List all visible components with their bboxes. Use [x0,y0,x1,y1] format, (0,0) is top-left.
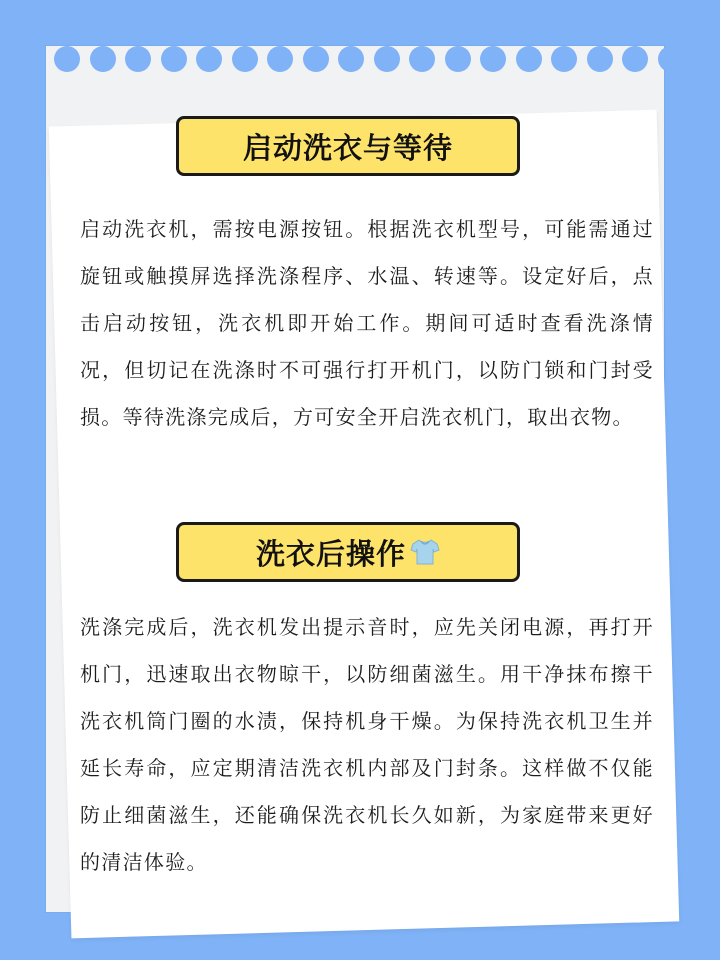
t-shirt-icon [410,538,440,566]
notebook-hole [125,46,151,72]
notebook-hole [516,46,542,72]
notebook-hole [54,46,80,72]
section-heading-text: 启动洗衣与等待 [242,130,453,165]
section-body-after-washing: 洗涤完成后，洗衣机发出提示音时，应先关闭电源，再打开机门，迅速取出衣物晾干，以防细菌滋生。用干净抹布擦干洗衣机筒门圈的水渍，保持机身干燥。为保持洗衣机卫生并延长寿命，应定期清洁洗衣机内部及门封条。这样做不仅能防止细菌滋生，还能确保洗衣机长久如新，为家庭带来更好的清洁体验。 [80,615,654,874]
notebook-hole [622,46,648,72]
section-heading-start-washing [176,116,520,176]
section-body-start-washing: 启动洗衣机，需按电源按钮。根据洗衣机型号，可能需通过旋钮或触摸屏选择洗涤程序、水温、转速等。设定好后，点击启动按钮，洗衣机即开始工作。期间可适时查看洗涤情况，但切记在洗涤时不可强行打开机门，以防门锁和门封受损。等待洗涤完成后，方可安全开启洗衣机门，取出衣物。 [80,217,654,429]
notebook-hole [338,46,364,72]
section-heading-after-washing [176,522,520,582]
section-heading-text: 洗衣后操作 [255,536,406,571]
notebook-hole [374,46,400,72]
notebook-hole [232,46,258,72]
notebook-hole [196,46,222,72]
notebook-hole [90,46,116,72]
notebook-hole [587,46,613,72]
notebook-holes [46,46,664,76]
notebook-hole [267,46,293,72]
notebook-hole [658,46,684,72]
notebook-hole [551,46,577,72]
notebook-hole [161,46,187,72]
notebook-hole [409,46,435,72]
notebook-hole [480,46,506,72]
notebook-hole [303,46,329,72]
notebook-hole [445,46,471,72]
